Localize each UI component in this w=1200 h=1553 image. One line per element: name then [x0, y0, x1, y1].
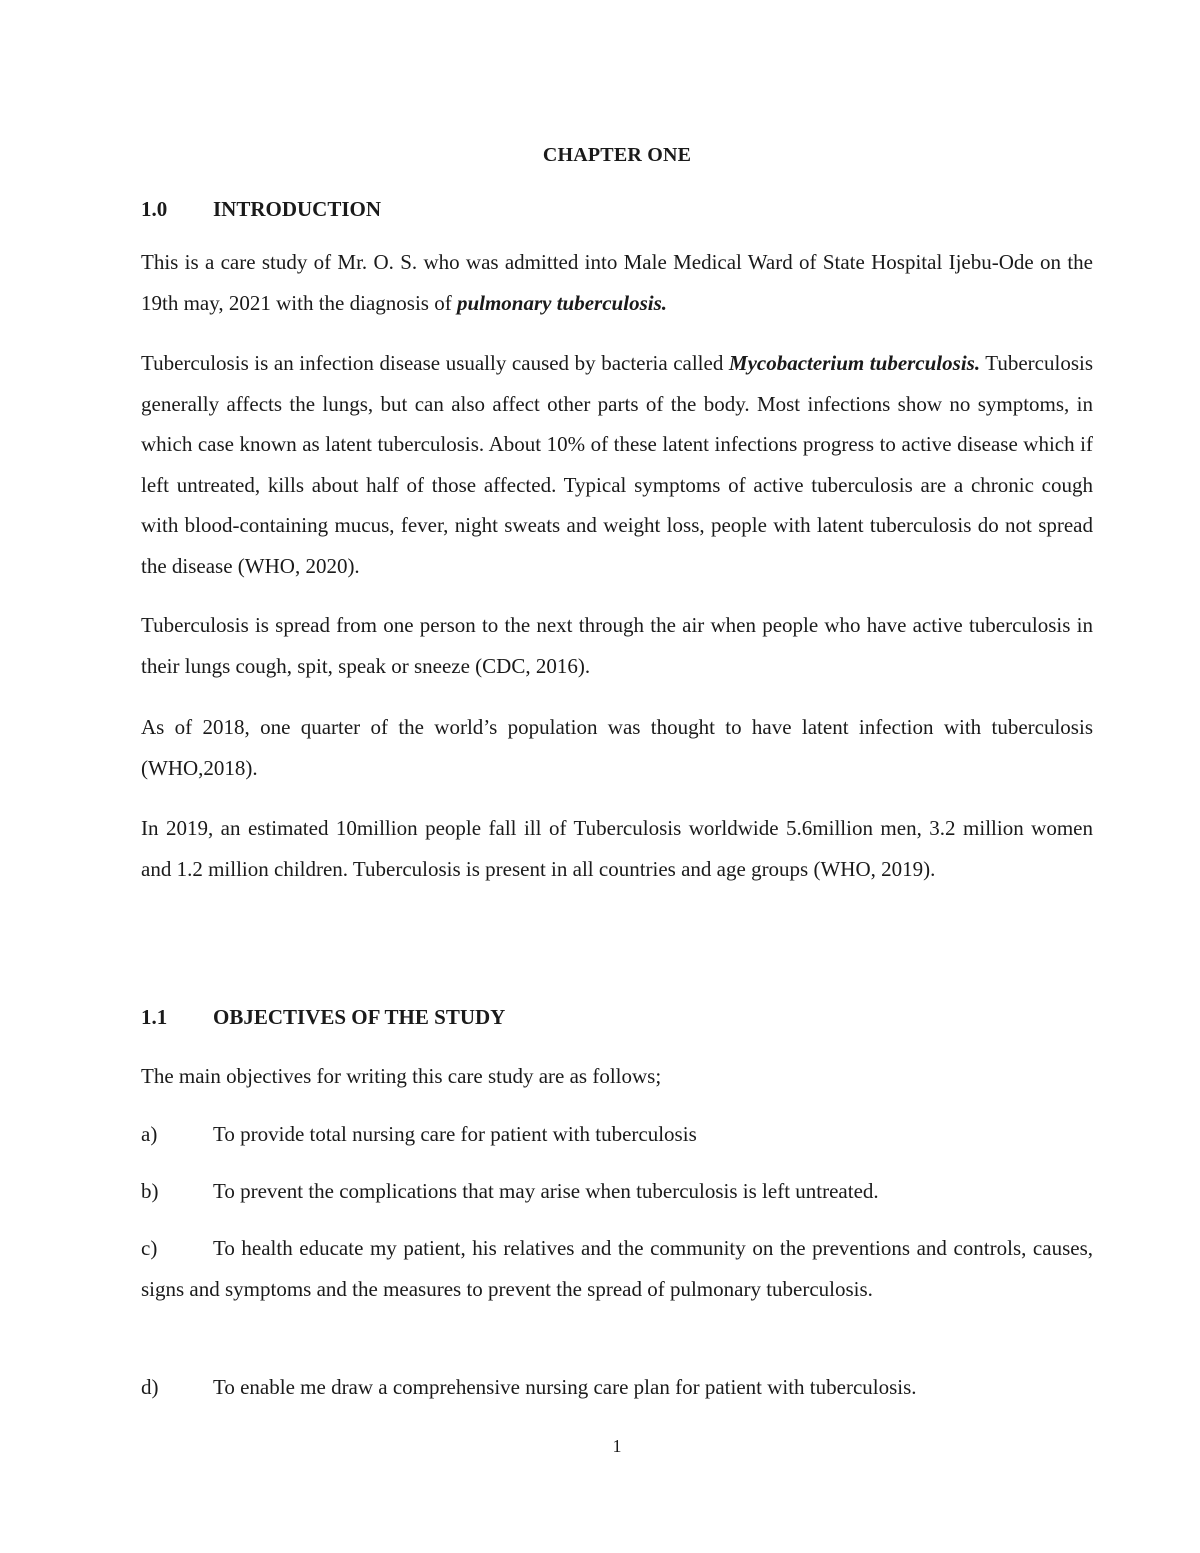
- paragraph-statistics-2019: In 2019, an estimated 10million people fall ill of Tuberculosis worldwide 5.6million men, 3.2 million women and 1.2 million children. Tuberculosis is present in all countries and age groups (WHO, 2019).: [141, 816, 1093, 881]
- list-item: [141, 1228, 1093, 1309]
- chapter-title: CHAPTER ONE: [542, 144, 692, 166]
- paragraph-text: Tuberculosis is an infection disease usually caused by bacteria called: [141, 351, 729, 375]
- list-item-text: To prevent the complications that may arise when tuberculosis is left untreated.: [213, 1179, 879, 1203]
- list-item-label: c): [141, 1236, 158, 1260]
- section-number: 1.0: [141, 197, 168, 221]
- list-item-label: b): [141, 1179, 159, 1203]
- paragraph-care-study: [141, 242, 1093, 323]
- section-number: 1.1: [141, 1005, 168, 1029]
- list-item-label: d): [141, 1375, 159, 1399]
- list-item: [141, 1171, 1093, 1212]
- list-item-label: a): [141, 1122, 158, 1146]
- section-title: OBJECTIVES OF THE STUDY: [213, 1005, 506, 1029]
- paragraph-tuberculosis-definition: [141, 343, 1093, 586]
- list-item-text: To health educate my patient, his relatives and the community on the preventions and controls, causes, signs and symptoms and the measures to prevent the spread of pulmonary tuberculosis.: [141, 1236, 1093, 1301]
- list-item: [141, 1114, 1093, 1155]
- paragraph-text: This is a care study of Mr. O. S. who was admitted into Male Medical Ward of State Hospital Ijebu-Ode on the 19th may, 2021 with the diagnosis of: [141, 250, 1093, 315]
- section-heading-introduction: [141, 195, 1093, 223]
- section-title: INTRODUCTION: [213, 197, 382, 221]
- paragraph-prevalence-2018: As of 2018, one quarter of the world’s population was thought to have latent infection with tuberculosis (WHO,2018).: [141, 715, 1093, 780]
- objectives-intro: The main objectives for writing this care study are as follows;: [141, 1064, 662, 1088]
- paragraph-text: Tuberculosis generally affects the lungs, but can also affect other parts of the body. Most infections show no symptoms, in which case known as latent tuberculosis. About 10% of these latent infections progress to active disease which if left untreated, kills about half of those affected. Typical symptoms of active tuberculosis are a chronic cough with blood-containing mucus, fever, night sweats and weight loss, people with latent tuberculosis do not spread the disease (WHO, 2020).: [141, 351, 1094, 578]
- section-heading-objectives: [141, 1003, 1093, 1031]
- paragraph-transmission: Tuberculosis is spread from one person to the next through the air when people who have active tuberculosis in their lungs cough, spit, speak or sneeze (CDC, 2016).: [141, 613, 1093, 678]
- list-item: [141, 1367, 1093, 1408]
- bacteria-name-emphasis: Mycobacterium tuberculosis.: [728, 351, 981, 375]
- diagnosis-emphasis: pulmonary tuberculosis.: [456, 290, 667, 315]
- page-number: 1: [612, 1436, 622, 1456]
- list-item-text: To provide total nursing care for patient with tuberculosis: [213, 1122, 697, 1146]
- list-item-text: To enable me draw a comprehensive nursing care plan for patient with tuberculosis.: [213, 1375, 917, 1399]
